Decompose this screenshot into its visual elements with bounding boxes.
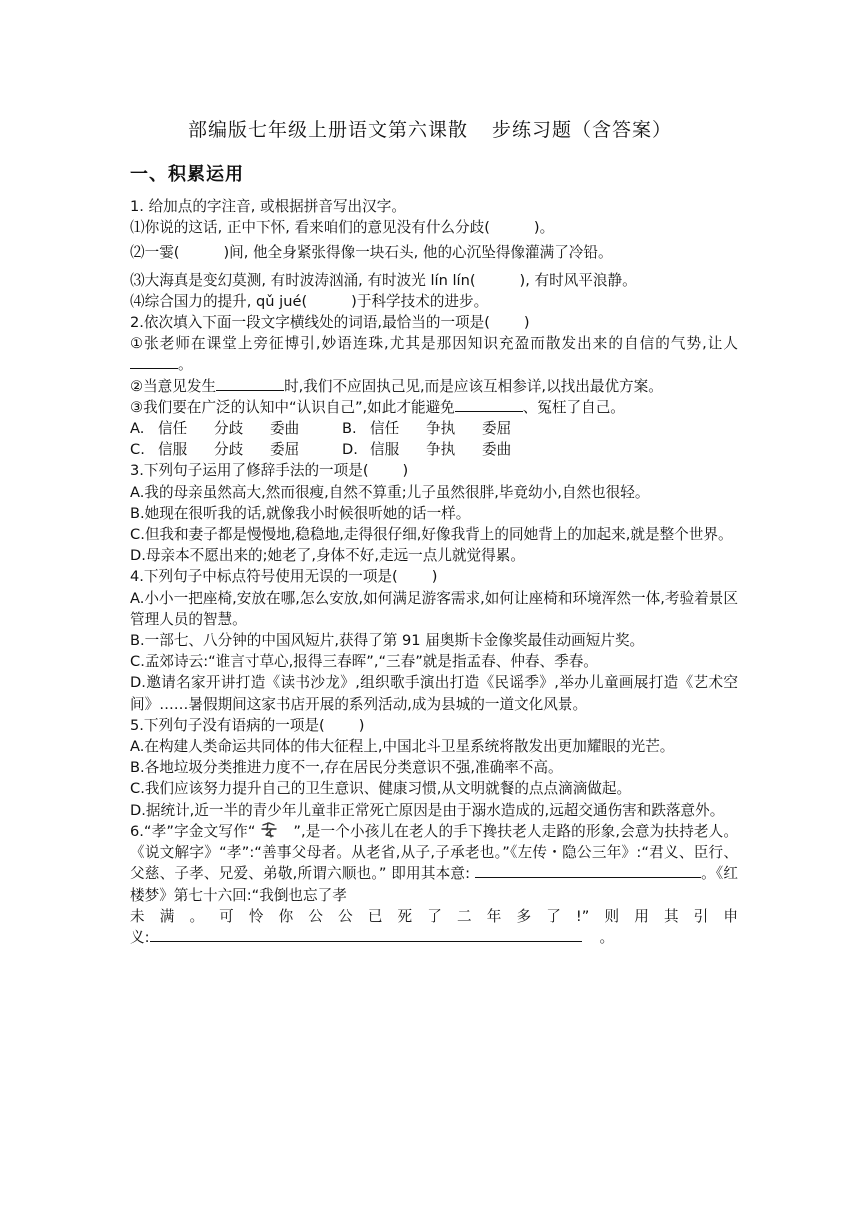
q3-option-b: B.她现在很听我的话,就像我小时候很听她的话一样。 xyxy=(130,504,471,522)
q4-option-b: B.一部七、八分钟的中国风短片,获得了第 91 届奥斯卡金像奖最佳动画短片奖。 xyxy=(130,632,645,650)
q6-text-end: 义: 。 xyxy=(130,928,615,946)
q3-option-c: C.但我和妻子都是慢慢地,稳稳地,走得很仔细,好像我背上的同她背上的加起来,就是整个世界。 xyxy=(130,526,733,544)
q1-item-4: ⑷综合国力的提升, qǔ jué( )于科学技术的进步。 xyxy=(130,292,489,310)
q2-option-a: A. 信任 分歧 委曲 xyxy=(130,420,300,438)
title-part-2: 步练习题（含答案） xyxy=(492,119,673,141)
q2-option-c: C. 信服 分歧 委屈 xyxy=(130,441,300,459)
q2-line-3: ③我们要在广泛的认知中“认识自己”,如此才能避免 、冤枉了自己。 xyxy=(130,398,625,416)
q1-item-3: ⑶大海真是变幻莫测, 有时波涛汹涌, 有时波光 lín lín( ), 有时风平浪静。 xyxy=(130,271,637,289)
q1-stem: 1. 给加点的字注音, 或根据拼音写出汉字。 xyxy=(130,198,406,215)
q1-item-1: ⑴你说的这话, 正中下怀, 看来咱们的意见没有什么分歧( )。 xyxy=(130,219,555,237)
q2-option-d: D. 信服 争执 委曲 xyxy=(342,441,512,459)
exercise-body xyxy=(130,196,738,948)
q2-options-row-2 xyxy=(130,439,738,460)
page-title xyxy=(0,115,860,142)
answer-blank xyxy=(475,863,701,878)
q4-stem: 4.下列句子中标点符号使用无误的一项是( ) xyxy=(130,568,438,586)
bronze-xiao-glyph-icon xyxy=(259,822,279,838)
q4-option-d: D.邀请名家开讲打造《读书沙龙》,组织歌手演出打造《民谣季》,举办儿童画展打造《艺术空间》……暑假期间这家书店开展的系列活动,成为县城的一道文化风景。 xyxy=(130,674,738,713)
q6-text: 6.“孝”字金文写作“ ”,是一个小孩儿在老人的手下搀扶老人走路的形象,会意为扶持老人。《说文解字》“孝”:“善事父母者。从老省,从子,子承老也。”《左传・隐公三年》:“君义、臣行、父慈、子孝、兄爱、弟敬,所谓六顺也。” 即用其本意: 。《红楼梦》第七十六回:“我倒也忘了孝 xyxy=(130,822,739,904)
q3-option-a: A.我的母亲虽然高大,然而很瘦,自然不算重;儿子虽然很胖,毕竟幼小,自然也很轻。 xyxy=(130,483,650,501)
q4-option-c: C.孟郊诗云:“谁言寸草心,报得三春晖”,“三春”就是指孟春、仲春、季春。 xyxy=(130,653,598,671)
q2-stem: 2.依次填入下面一段文字横线处的词语,最恰当的一项是( ) xyxy=(130,314,530,332)
answer-blank xyxy=(455,397,523,412)
q2-options-row-1 xyxy=(130,418,738,439)
q6-text-line: 未满。可怜你公公已死了二年多了!”则用其引申 xyxy=(130,907,738,925)
q5-option-b: B.各地垃圾分类推进力度不一,存在居民分类意识不强,准确率不高。 xyxy=(130,759,563,777)
answer-blank xyxy=(216,376,284,391)
q2-line-1: ①张老师在课堂上旁征博引,妙语连珠,尤其是那因知识充盈而散发出来的自信的气势,让人。 xyxy=(130,335,738,374)
q1-item-2: ⑵一霎( )间, 他全身紧张得像一块石头, 他的心沉坠得像灌满了冷铅。 xyxy=(130,244,613,262)
answer-blank xyxy=(150,927,582,942)
q5-stem: 5.下列句子没有语病的一项是( ) xyxy=(130,716,365,734)
title-part-1: 部编版七年级上册语文第六课散 xyxy=(187,119,468,141)
q2-line-2: ②当意见发生 时,我们不应固执己见,而是应该互相参详,以找出最优方案。 xyxy=(130,377,663,395)
q4-option-a: A.小小一把座椅,安放在哪,怎么安放,如何满足游客需求,如何让座椅和环境浑然一体,考验着景区管理人员的智慧。 xyxy=(130,589,738,628)
q5-option-d: D.据统计,近一半的青少年儿童非正常死亡原因是由于溺水造成的,远超交通伤害和跌落意外。 xyxy=(130,801,725,819)
q5-option-c: C.我们应该努力提升自己的卫生意识、健康习惯,从文明就餐的点点滴滴做起。 xyxy=(130,780,632,798)
q5-option-a: A.在构建人类命运共同体的伟大征程上,中国北斗卫星系统将散发出更加耀眼的光芒。 xyxy=(130,738,675,756)
answer-blank xyxy=(130,354,178,369)
q3-stem: 3.下列句子运用了修辞手法的一项是( ) xyxy=(130,462,409,480)
q3-option-d: D.母亲本不愿出来的;她老了,身体不好,走远一点儿就觉得累。 xyxy=(130,547,525,565)
q2-option-b: B. 信任 争执 委屈 xyxy=(342,420,512,438)
section-heading: 一、积累运用 xyxy=(130,164,244,185)
